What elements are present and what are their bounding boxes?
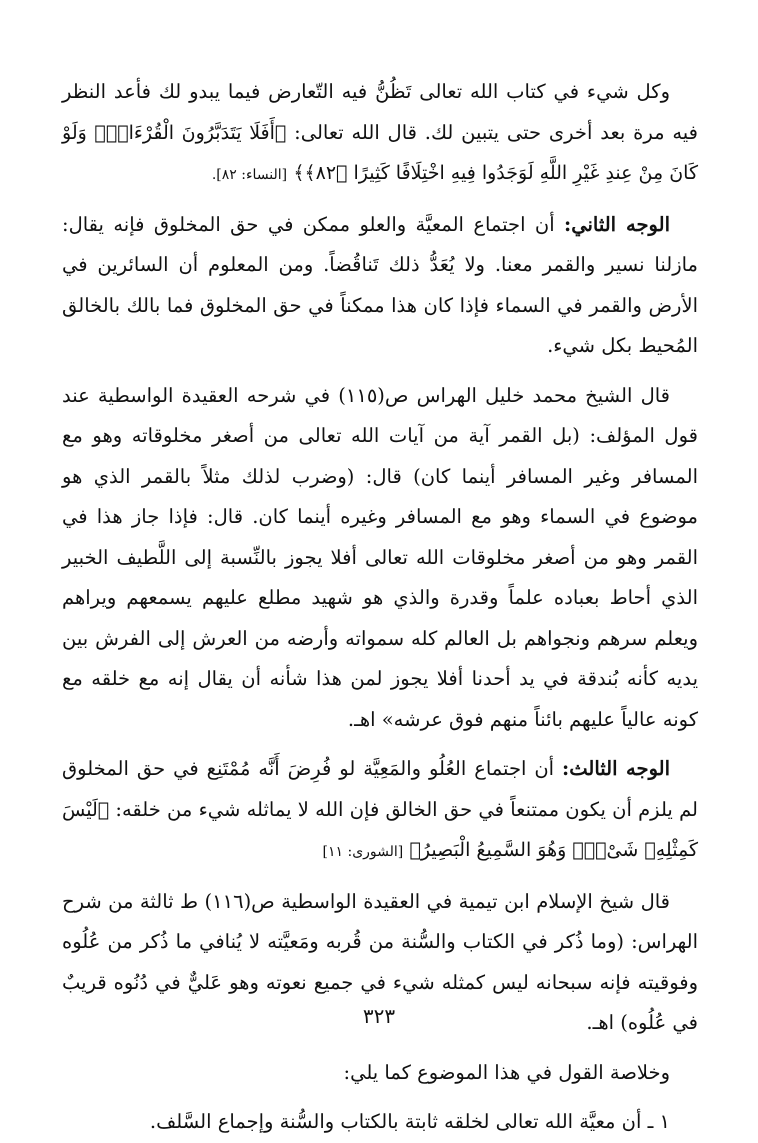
page-body [62,72,698,1143]
list-item-1 [62,1102,698,1143]
paragraph-2-text: أن اجتماع المعيَّة والعلو ممكن في حق المخلوق فإنه يقال: مازلنا نسير والقمر معنا. ولا يُعَدُّ ذلك تَناقُضاً. ومن المعلوم أن السائرين في الأرض والقمر في السماء فإذا كان هذا ممكناً في حق المخلوق فما بالك بالخالق المُحيط بكل شيء. [62,212,698,357]
paragraph-2 [62,205,698,367]
paragraph-3-text: قال الشيخ محمد خليل الهراس ص(١١٥) في شرحه العقيدة الواسطية عند قول المؤلف: (بل القمر آية من آيات الله تعالى من أصغر مخلوقاته وهو مع المسافر وغير المسافر أينما كان) قال: (وضرب لذلك مثلاً بالقمر الذي هو موضوع في السماء وهو مع المسافر وغيره أينما كان. قال: فإذا جاز هذا في القمر وهو من أصغر مخلوقات الله تعالى أفلا يجوز بالنِّسبة إلى اللَّطيف الخبير الذي أحاط بعباده علماً وقدرة والذي هو شهيد مطلع عليهم يسمعهم ويراهم ويعلم سرهم ونجواهم بل العالم كله سمواته وأرضه من العرش إلى الفرش بين يديه كأنه بُندقة في يد أحدنا أفلا يجوز لمن هذا شأنه أن يقال إنه مع خلقه مع كونه عالياً عليهم بائناً منهم فوق عرشه» اهـ. [62,383,698,731]
paragraph-3 [62,376,698,741]
paragraph-1 [62,72,698,196]
paragraph-5-text: قال شيخ الإسلام ابن تيمية في العقيدة الواسطية ص(١١٦) ط ثالثة من شرح الهراس: (وما ذُكر في الكتاب والسُّنة من قُربه ومَعيَّته لا يُنافي ما ذُكر من عُلُوه وفوقيته فإنه سبحانه ليس كمثله شيء في جميع نعوته وهو عَليٌّ في دُنُوه قريبٌ في عُلُوه) اهـ. [62,889,698,1034]
page-number: ٣٢٣ [362,1004,396,1028]
quran-verse-nisa-82: ﴿أَفَلَا يَتَدَبَّرُونَ الْقُرْءَانَۚ وَلَوْ كَانَ مِنْ عِندِ غَيْرِ اللَّهِ لَوَجَدُوا فِيهِ اخْتِلَافًا كَثِيرًا ﴿٨٢﴾﴾ [62,121,698,184]
verse-reference-nisa: [النساء: ٨٢]. [211,167,288,183]
list-item-1-text: ١ ـ أن معيَّة الله تعالى لخلقه ثابتة بالكتاب والسُّنة وإجماع السَّلف. [149,1110,670,1133]
paragraph-4-text: أن اجتماع العُلُو والمَعِيَّة لو فُرِضَ أَنَّه مُمْتَنِع في حق المخلوق لم يلزم أن يكون ممتنعاً في حق الخالق فإن الله لا يماثله شيء من خلقه: [62,757,698,821]
paragraph-1-text: وكل شيء في كتاب الله تعالى تَظُنُّ فيه التّعارض فيما يبدو لك فأعد النظر فيه مرة بعد أخرى حتى يتبين لك. قال الله تعالى: [62,80,698,144]
quran-verse-shura-11: ﴿لَيْسَ كَمِثْلِهِۦ شَىْءٌۖ وَهُوَ السَّمِيعُ الْبَصِيرُ﴾ [62,798,698,861]
paragraph-6 [62,1053,698,1094]
verse-reference-shura: [الشورى: ١١] [322,844,404,860]
section-heading-third-aspect: الوجه الثالث: [562,757,670,780]
paragraph-4 [62,749,698,873]
section-heading-second-aspect: الوجه الثاني: [564,212,670,236]
paragraph-6-text: وخلاصة القول في هذا الموضوع كما يلي: [343,1060,670,1084]
